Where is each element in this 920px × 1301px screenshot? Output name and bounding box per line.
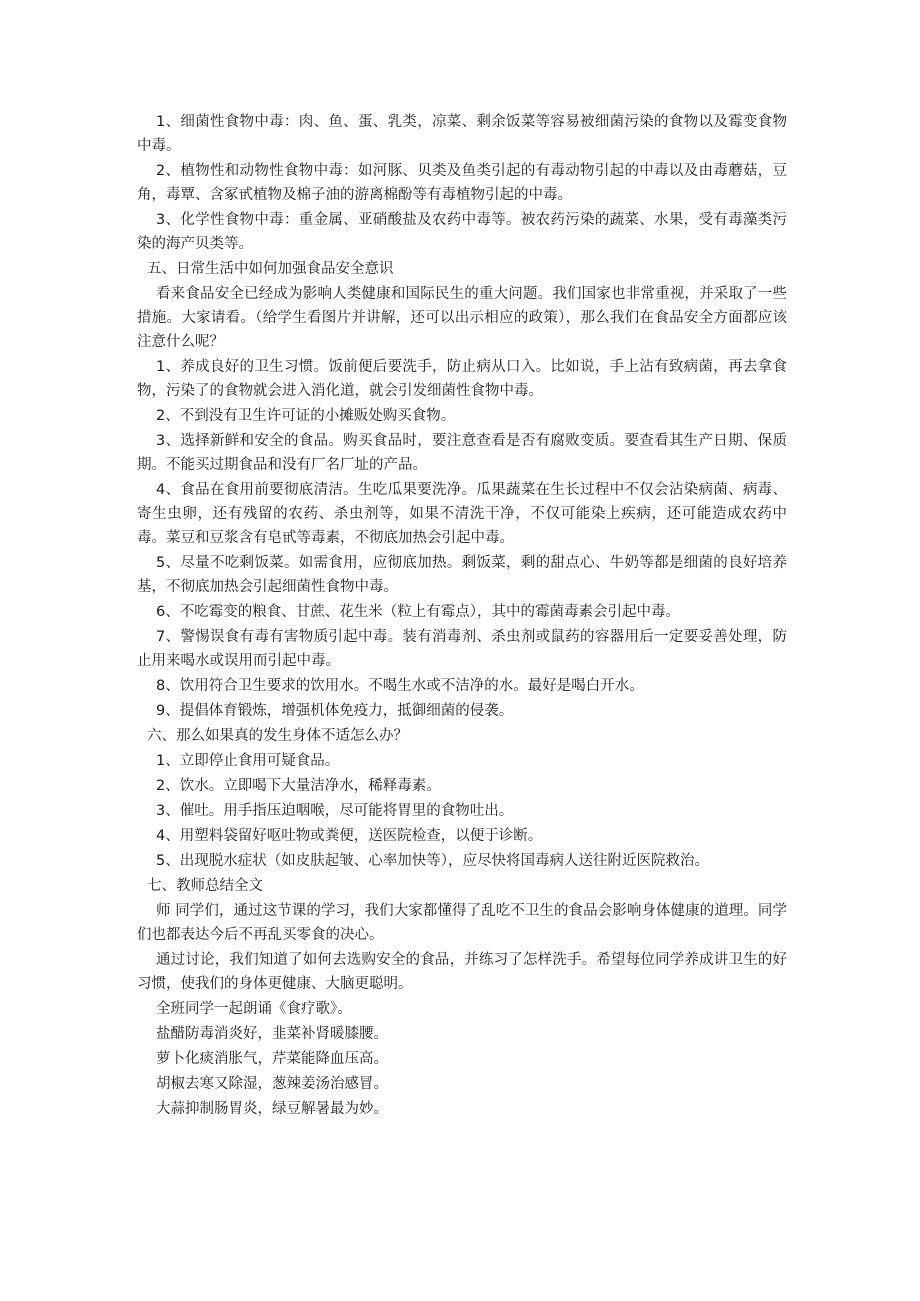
poem-line-3: 胡椒去寒又除湿，葱辣姜汤治感冒。 (156, 1076, 388, 1092)
paragraph-discussion: 通过讨论，我们知道了如何去选购安全的食品，并练习了怎样洗手。希望每位同学养成讲卫生的好习惯，使我们的身体更健康、大脑更聪明。 (137, 952, 787, 992)
paragraph-tip-5: 5、尽量不吃剩饭菜。如需食用，应彻底加热。剩饭菜，剩的甜点心、牛奶等都是细菌的良好培养基，不彻底加热会引起细菌性食物中毒。 (137, 555, 787, 595)
paragraph-teacher-summary: 师 同学们，通过这节课的学习，我们大家都懂得了乱吃不卫生的食品会影响身体健康的道理。同学们也都表达今后不再乱买零食的决心。 (137, 903, 787, 943)
poem-line-1: 盐醋防毒消炎好，韭菜补肾暖膝腰。 (156, 1026, 388, 1042)
paragraph-intro-food-safety: 看来食品安全已经成为影响人类健康和国际民生的重大问题。我们国家也非常重视，并采取了一些措施。大家请看。（给学生看图片并讲解，还可以出示相应的政策），那么我们在食品安全方面都应该注意什么呢？ (137, 286, 787, 350)
paragraph-step-5: 5、出现脱水症状（如皮肤起皱、心率加快等），应尽快将国毒病人送往附近医院救治。 (156, 853, 709, 869)
paragraph-chemical-poisoning: 3、化学性食物中毒：重金属、亚硝酸盐及农药中毒等。被农药污染的蔬菜、水果，受有毒藻类污染的海产贝类等。 (137, 212, 787, 252)
paragraph-tip-2: 2、不到没有卫生许可证的小摊贩处购买食物。 (156, 408, 456, 424)
paragraph-step-3: 3、催吐。用手指压迫咽喉，尽可能将胃里的食物吐出。 (156, 803, 514, 819)
paragraph-tip-9: 9、提倡体育锻炼，增强机体免疫力，抵御细菌的侵袭。 (156, 703, 514, 719)
paragraph-tip-3: 3、选择新鲜和安全的食品。购买食品时，要注意查看是否有腐败变质。要查看其生产日期、保质期。不能买过期食品和没有厂名厂址的产品。 (137, 433, 787, 473)
document-body (137, 110, 787, 1122)
paragraph-bacterial-poisoning: 1、细菌性食物中毒：肉、鱼、蛋、乳类，凉菜、剩余饭菜等容易被细菌污染的食物以及霉变食物中毒。 (137, 114, 787, 154)
paragraph-tip-7: 7、警惕误食有毒有害物质引起中毒。装有消毒剂、杀虫剂或鼠药的容器用后一定要妥善处理，防止用来喝水或误用而引起中毒。 (137, 629, 787, 669)
poem-line-4: 大蒜抑制肠胃炎，绿豆解暑最为妙。 (156, 1101, 388, 1117)
poem-line-2: 萝卜化痰消胀气，芹菜能降血压高。 (156, 1051, 388, 1067)
paragraph-recite-intro: 全班同学一起朗诵《食疗歌》。 (156, 1001, 352, 1017)
paragraph-tip-6: 6、不吃霉变的粮食、甘蔗、花生米（粒上有霉点），其中的霉菌毒素会引起中毒。 (156, 604, 680, 620)
section-heading-five: 五、日常生活中如何加强食品安全意识 (147, 261, 394, 277)
paragraph-plant-animal-poisoning: 2、植物性和动物性食物中毒：如河豚、贝类及鱼类引起的有毒动物引起的中毒以及由毒蘑菇，豆角，毒覃、含冢甙植物及棉子油的游离棉酚等有毒植物引起的中毒。 (137, 163, 787, 203)
paragraph-tip-8: 8、饮用符合卫生要求的饮用水。不喝生水或不洁净的水。最好是喝白开水。 (156, 678, 644, 694)
paragraph-step-2: 2、饮水。立即喝下大量洁净水，稀释毒素。 (156, 778, 441, 794)
section-heading-six: 六、那么如果真的发生身体不适怎么办？ (147, 728, 408, 744)
paragraph-tip-1: 1、养成良好的卫生习惯。饭前便后要洗手，防止病从口入。比如说，手上沾有致病菌，再去拿食物，污染了的食物就会进入消化道，就会引发细菌性食物中毒。 (137, 359, 787, 399)
paragraph-step-1: 1、立即停止食用可疑食品。 (156, 753, 340, 769)
paragraph-step-4: 4、用塑料袋留好呕吐物或粪便，送医院检查，以便于诊断。 (156, 828, 543, 844)
paragraph-tip-4: 4、食品在食用前要彻底清洁。生吃瓜果要洗净。瓜果蔬菜在生长过程中不仅会沾染病菌、病毒、寄生虫卵，还有残留的农药、杀虫剂等，如果不清洗干净，不仅可能染上疾病，还可能造成农药中毒。菜豆和豆浆含有皂甙等毒素，不彻底加热会引起中毒。 (137, 482, 787, 546)
section-heading-seven: 七、教师总结全文 (147, 878, 263, 894)
